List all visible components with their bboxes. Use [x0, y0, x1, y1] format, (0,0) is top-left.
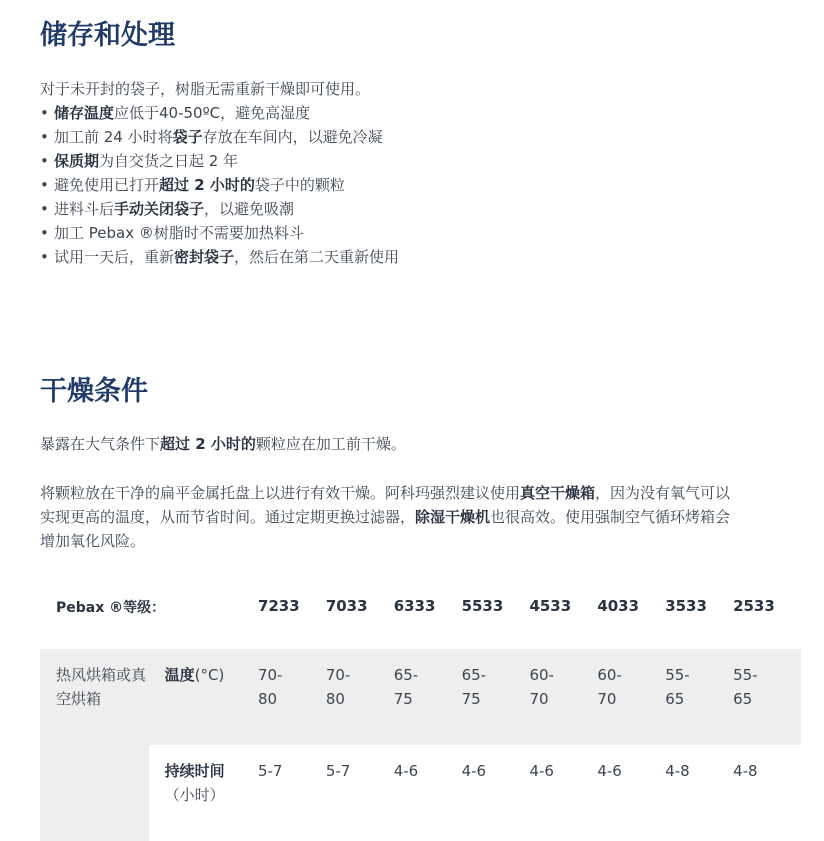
bullet-icon: • — [40, 224, 49, 242]
drying-method-cell: 热风烘箱或真空烘箱 — [40, 649, 149, 841]
duration-value: 5-7 — [258, 745, 326, 841]
grade-label: Pebax ®等级： — [56, 600, 166, 616]
storage-intro: 对于未开封的袋子，树脂无需重新干燥即可使用。 — [40, 80, 371, 98]
bullet-icon: • — [40, 104, 49, 122]
temperature-value: 60- 70 — [597, 649, 665, 745]
duration-value: 4-6 — [597, 745, 665, 841]
table-header-row — [40, 597, 801, 649]
grade-header: 6333 — [393, 597, 436, 615]
list-item: • 加工 Pebax ®树脂时不需要加热料斗 — [40, 221, 399, 245]
temperature-value: 55- 65 — [665, 649, 733, 745]
list-item: • 加工前 24 小时将袋子存放在车间内，以避免冷凝 — [40, 125, 399, 149]
storage-heading: 储存和处理 — [40, 20, 175, 51]
duration-label: 持续时间 （小时） — [149, 745, 258, 841]
bullet-icon: • — [40, 176, 49, 194]
drying-conditions-table — [40, 597, 801, 841]
table-row — [40, 745, 801, 841]
duration-value: 4-6 — [394, 745, 462, 841]
list-item: • 储存温度应低于40-50ºC，避免高湿度 — [40, 101, 399, 125]
list-item: • 进料斗后手动关闭袋子，以避免吸潮 — [40, 197, 399, 221]
bullet-icon: • — [40, 248, 49, 266]
list-item: • 试用一天后，重新密封袋子，然后在第二天重新使用 — [40, 245, 399, 269]
duration-value: 4-6 — [529, 745, 597, 841]
temperature-value: 70- 80 — [326, 649, 394, 745]
drying-paragraph-2: 将颗粒放在干净的扁平金属托盘上以进行有效干燥。阿科玛强烈建议使用真空干燥箱，因为没有氧气可以实现更高的温度，从而节省时间。通过定期更换过滤器，除湿干燥机也很高效。使用强制空气循环烤箱会增加氧化风险。 — [40, 484, 731, 550]
list-item: • 避免使用已打开超过 2 小时的袋子中的颗粒 — [40, 173, 399, 197]
duration-value: 5-7 — [326, 745, 394, 841]
duration-value: 4-6 — [462, 745, 530, 841]
storage-bullet-list — [40, 101, 399, 269]
temperature-value: 60- 70 — [529, 649, 597, 745]
list-item: • 保质期为自交货之日起 2 年 — [40, 149, 399, 173]
table-row — [40, 649, 801, 745]
bullet-icon: • — [40, 200, 49, 218]
bullet-icon: • — [40, 128, 49, 146]
duration-value: 4-8 — [733, 745, 801, 841]
drying-paragraph-1: 暴露在大气条件下超过 2 小时的颗粒应在加工前干燥。 — [40, 435, 406, 453]
grade-header: 5533 — [461, 597, 504, 615]
temperature-label: 温度(°C) — [149, 649, 258, 745]
duration-value: 4-8 — [665, 745, 733, 841]
grade-header: 2533 — [733, 597, 775, 615]
temperature-value: 70- 80 — [258, 649, 326, 745]
temperature-value: 65- 75 — [462, 649, 530, 745]
temperature-value: 65- 75 — [394, 649, 462, 745]
grade-header: 7233 — [257, 597, 300, 615]
drying-heading: 干燥条件 — [40, 376, 148, 407]
grade-header: 3533 — [665, 597, 707, 615]
grade-header: 7033 — [325, 597, 368, 615]
temperature-value: 55- 65 — [733, 649, 801, 745]
grade-header: 4533 — [529, 597, 572, 615]
bullet-icon: • — [40, 152, 49, 170]
grade-header: 4033 — [597, 597, 640, 615]
